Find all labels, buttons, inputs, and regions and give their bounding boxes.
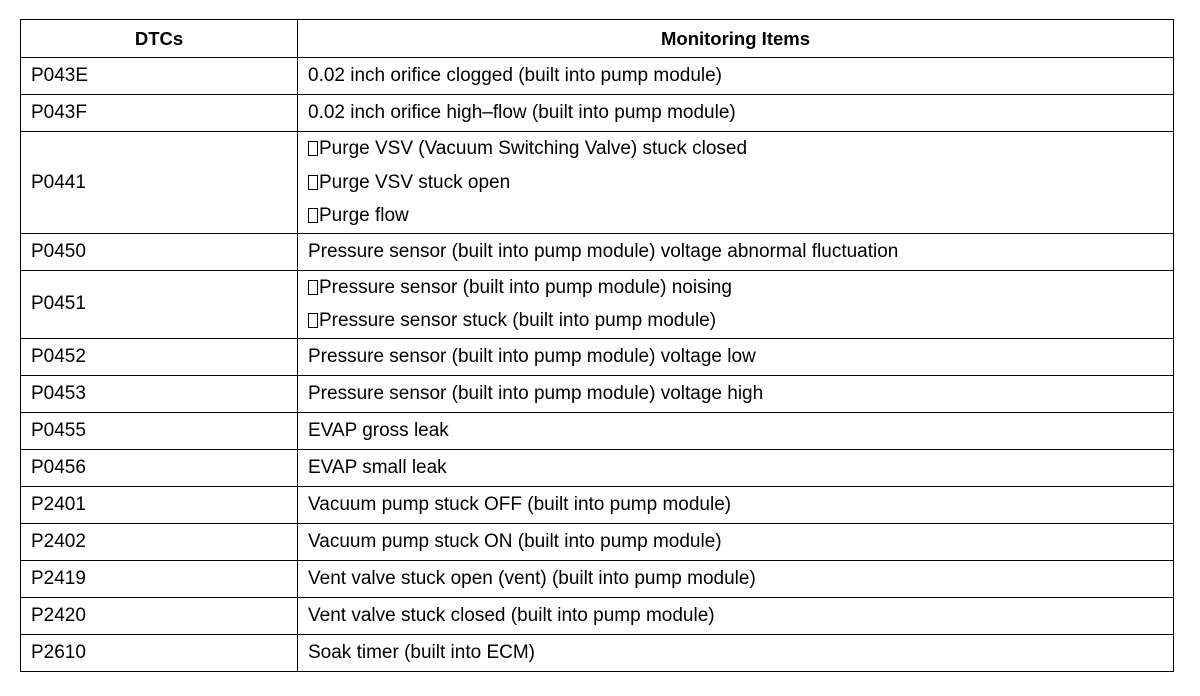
- monitoring-item-text: EVAP gross leak: [308, 419, 449, 441]
- dtc-code-cell: P0450: [21, 233, 298, 270]
- dtc-code-cell: P2401: [21, 486, 298, 523]
- monitoring-item: [308, 377, 1163, 411]
- monitoring-item-text: EVAP small leak: [308, 456, 447, 478]
- dtc-code-cell: P043E: [21, 58, 298, 95]
- dtc-code-cell: P2610: [21, 634, 298, 671]
- monitoring-items-cell: [298, 412, 1174, 449]
- monitoring-item-text: Vent valve stuck open (vent) (built into pump module): [308, 567, 756, 589]
- header-monitoring-items: Monitoring Items: [298, 20, 1174, 58]
- monitoring-item-text: Pressure sensor stuck (built into pump module): [319, 310, 717, 331]
- table-row: [21, 58, 1174, 95]
- bullet-box-icon: [308, 313, 318, 328]
- monitoring-item: [308, 451, 1163, 485]
- dtc-code-cell: P0451: [21, 270, 298, 338]
- dtc-code-cell: P0441: [21, 132, 298, 234]
- table-row: [21, 523, 1174, 560]
- monitoring-items-cell: [298, 486, 1174, 523]
- monitoring-items-cell: [298, 338, 1174, 375]
- monitoring-item: [308, 166, 1163, 200]
- dtc-code-cell: P0455: [21, 412, 298, 449]
- monitoring-item: [308, 235, 1163, 269]
- monitoring-item-text: Vacuum pump stuck OFF (built into pump module): [308, 493, 732, 515]
- monitoring-items-cell: [298, 375, 1174, 412]
- table-row: [21, 486, 1174, 523]
- monitoring-item: [308, 525, 1163, 559]
- bullet-box-icon: [308, 141, 318, 156]
- table-row: [21, 560, 1174, 597]
- monitoring-item: [308, 562, 1163, 596]
- table-row: [21, 270, 1174, 338]
- dtc-code-cell: P0456: [21, 449, 298, 486]
- bullet-box-icon: [308, 280, 318, 295]
- table-row: [21, 412, 1174, 449]
- table-row: [21, 375, 1174, 412]
- dtc-code-cell: P2420: [21, 597, 298, 634]
- monitoring-item: [308, 304, 1163, 338]
- table-row: [21, 449, 1174, 486]
- table-body: [21, 58, 1174, 672]
- monitoring-items-cell: [298, 132, 1174, 234]
- monitoring-item-text: Pressure sensor (built into pump module) voltage low: [308, 345, 756, 367]
- monitoring-item: [308, 59, 1163, 93]
- table-row: [21, 95, 1174, 132]
- monitoring-items-cell: [298, 449, 1174, 486]
- table-row: [21, 597, 1174, 634]
- monitoring-item-text: Purge VSV (Vacuum Switching Valve) stuck closed: [319, 138, 748, 159]
- monitoring-item: [308, 599, 1163, 633]
- table-header: [21, 20, 1174, 58]
- monitoring-item-text: Soak timer (built into ECM): [308, 641, 536, 663]
- monitoring-items-cell: [298, 95, 1174, 132]
- dtc-code-cell: P2419: [21, 560, 298, 597]
- monitoring-item-text: Purge VSV stuck open: [319, 171, 511, 193]
- monitoring-item: [308, 488, 1163, 522]
- monitoring-items-cell: [298, 270, 1174, 338]
- monitoring-item: [308, 271, 1163, 305]
- header-dtcs: DTCs: [21, 20, 298, 58]
- table-row: [21, 338, 1174, 375]
- monitoring-item-text: Vent valve stuck closed (built into pump module): [308, 604, 715, 626]
- monitoring-item-text: Pressure sensor (built into pump module) noising: [319, 276, 732, 298]
- header-row: [21, 20, 1174, 58]
- dtc-code-cell: P043F: [21, 95, 298, 132]
- monitoring-item: [308, 96, 1163, 130]
- dtc-code-cell: P2402: [21, 523, 298, 560]
- monitoring-items-cell: [298, 233, 1174, 270]
- monitoring-item-text: Pressure sensor (built into pump module) voltage high: [308, 382, 764, 404]
- monitoring-items-cell: [298, 560, 1174, 597]
- table-row: [21, 233, 1174, 270]
- dtc-code-cell: P0452: [21, 338, 298, 375]
- monitoring-item-text: 0.02 inch orifice high–flow (built into pump module): [308, 102, 736, 124]
- table-row: [21, 132, 1174, 234]
- dtc-code-cell: P0453: [21, 375, 298, 412]
- monitoring-item-text: 0.02 inch orifice clogged (built into pump module): [308, 65, 723, 87]
- monitoring-items-cell: [298, 634, 1174, 671]
- monitoring-item: [308, 340, 1163, 374]
- monitoring-items-cell: [298, 597, 1174, 634]
- monitoring-items-cell: [298, 523, 1174, 560]
- dtc-monitoring-table: [20, 19, 1174, 672]
- bullet-box-icon: [308, 208, 318, 223]
- monitoring-items-cell: [298, 58, 1174, 95]
- monitoring-item: [308, 636, 1163, 670]
- monitoring-item: [308, 414, 1163, 448]
- monitoring-item-text: Purge flow: [319, 205, 409, 226]
- monitoring-item-text: Vacuum pump stuck ON (built into pump module): [308, 530, 722, 552]
- bullet-box-icon: [308, 175, 318, 190]
- monitoring-item: [308, 199, 1163, 233]
- monitoring-item-text: Pressure sensor (built into pump module) voltage abnormal fluctuation: [308, 240, 899, 262]
- monitoring-item: [308, 132, 1163, 166]
- table-row: [21, 634, 1174, 671]
